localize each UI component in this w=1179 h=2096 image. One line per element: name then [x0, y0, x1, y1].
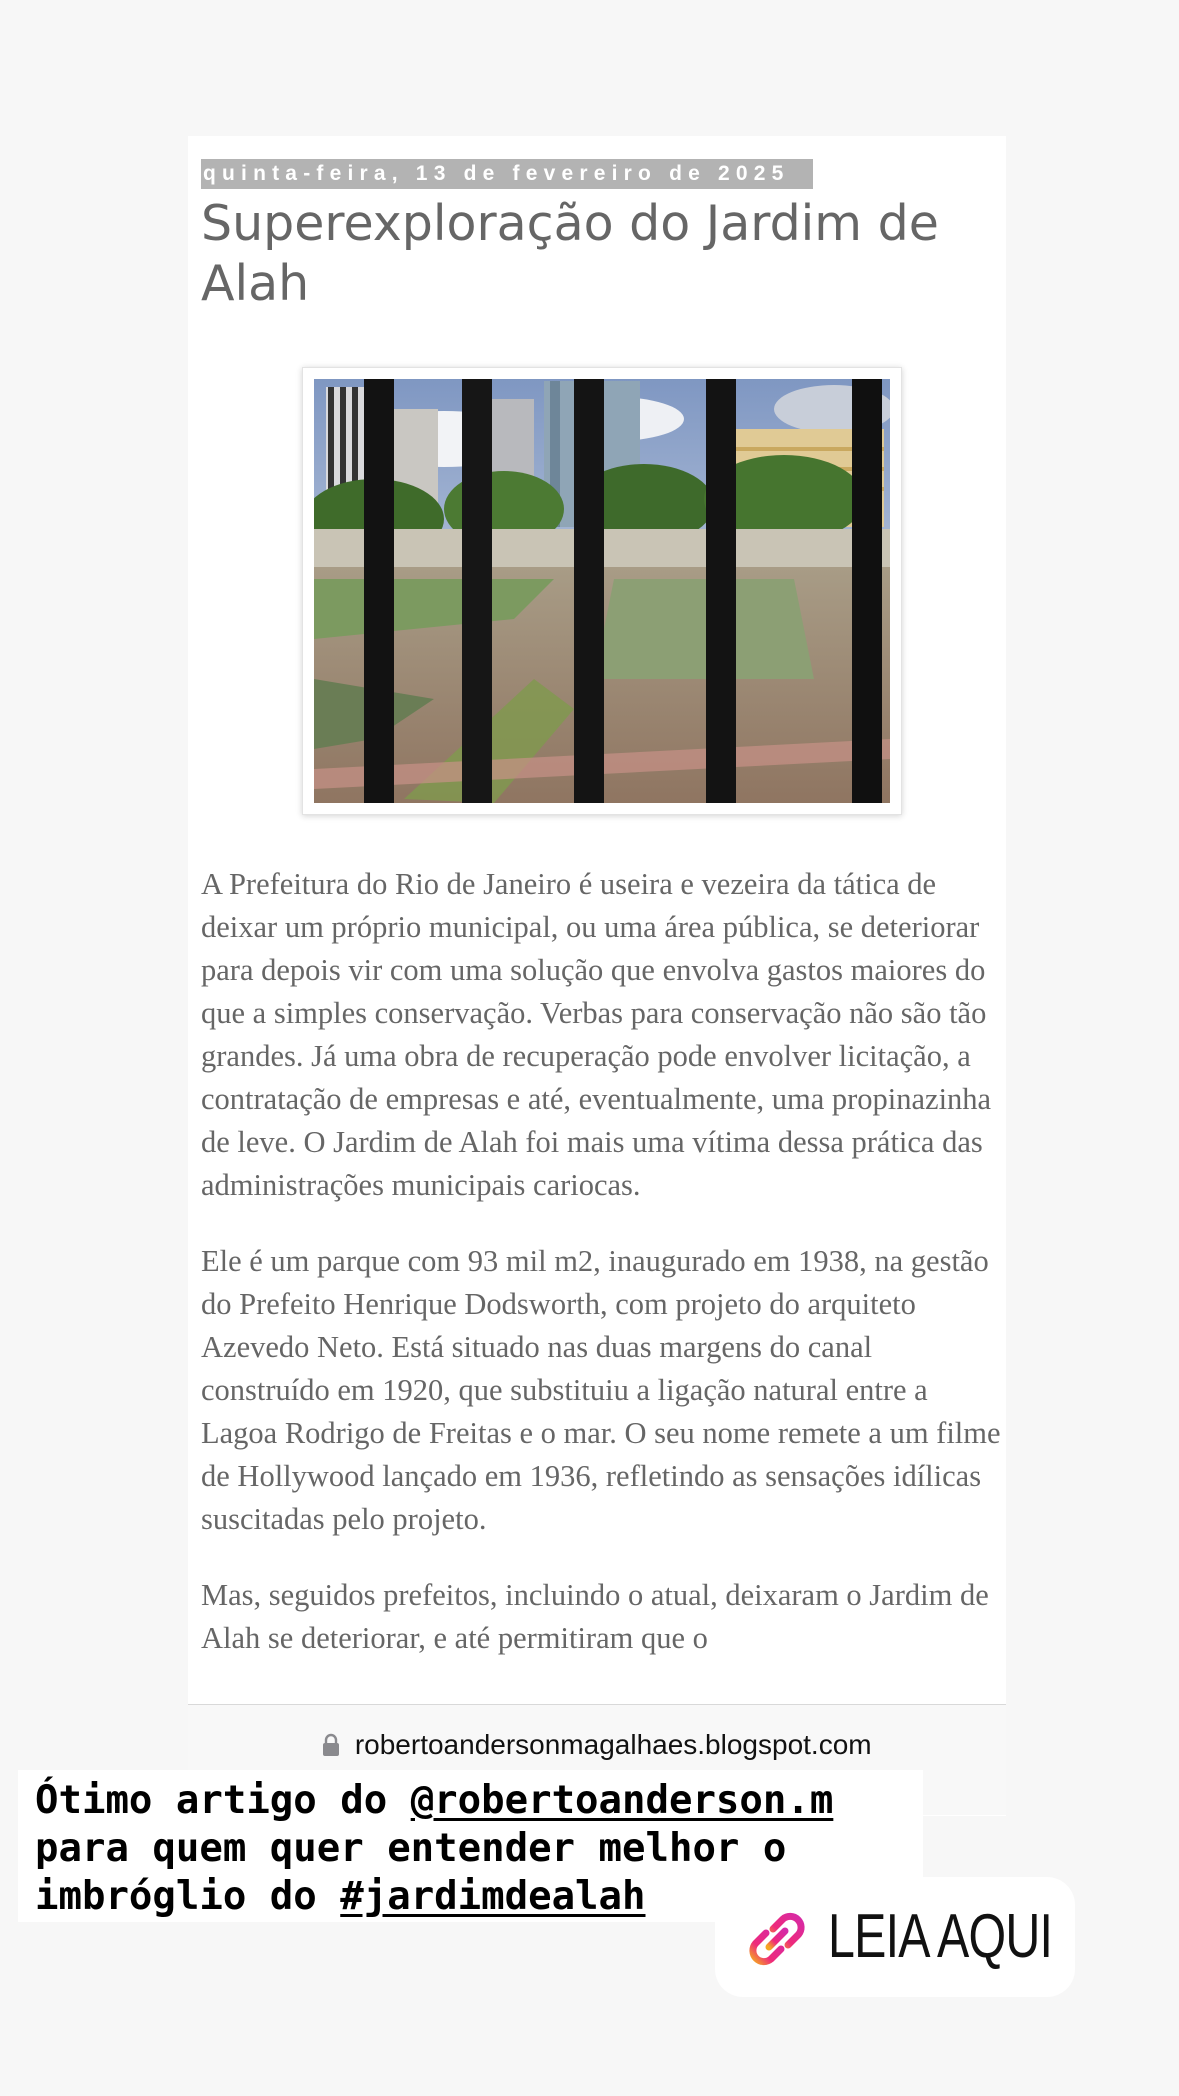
blog-post-card — [188, 136, 1006, 1816]
caption-text: imbróglio do — [35, 1874, 341, 1919]
post-body — [201, 863, 1001, 1693]
post-date: quinta-feira, 13 de fevereiro de 2025 — [201, 159, 813, 189]
post-paragraph-1: A Prefeitura do Rio de Janeiro é useira e vezeira da tática de deixar um próprio municipal, ou uma área pública, se deteriorar para depois vir com uma solução que envolva gastos maiores do que a simples conservação. Verbas para conservação não são tão grandes. Já uma obra de recuperação pode envolver licitação, a contratação de empresas e até, eventualmente, uma propinazinha de leve. O Jardim de Alah foi mais uma vítima dessa prática das administrações municipais cariocas. — [201, 867, 992, 1202]
link-icon — [745, 1907, 809, 1971]
link-sticker-label: LEIA AQUI — [828, 1902, 1053, 1971]
post-title: Superexploração do Jardim de Alah — [201, 195, 939, 312]
caption-line-1 — [35, 1777, 923, 1825]
caption-line-2: para quem quer entender melhor o — [35, 1826, 787, 1871]
hashtag-link[interactable]: #jardimdealah — [340, 1874, 646, 1919]
url-domain: robertoandersonmagalhaes.blogspot.com — [354, 1729, 872, 1760]
lock-icon — [322, 1733, 340, 1757]
post-photo-frame — [302, 367, 902, 815]
link-sticker[interactable] — [715, 1877, 1075, 1997]
post-photo-park-behind-bars — [314, 379, 890, 803]
post-paragraph-3: Mas, seguidos prefeitos, incluindo o atual, deixaram o Jardim de Alah se deteriorar, e até permitiram que o — [201, 1578, 989, 1655]
caption-text: Ótimo artigo do — [35, 1778, 411, 1823]
mention-link[interactable]: @robertoanderson.m — [410, 1778, 834, 1823]
post-paragraph-2: Ele é um parque com 93 mil m2, inaugurado em 1938, na gestão do Prefeito Henrique Dodsworth, com projeto do arquiteto Azevedo Neto. Está situado nas duas margens do canal construído em 1920, que substituiu a ligação natural entre a Lagoa Rodrigo de Freitas e o mar. O seu nome remete a um filme de Hollywood lançado em 1936, refletindo as sensações idílicas suscitadas pelo projeto. — [201, 1244, 1001, 1536]
url-bar-content — [188, 1729, 1006, 1761]
